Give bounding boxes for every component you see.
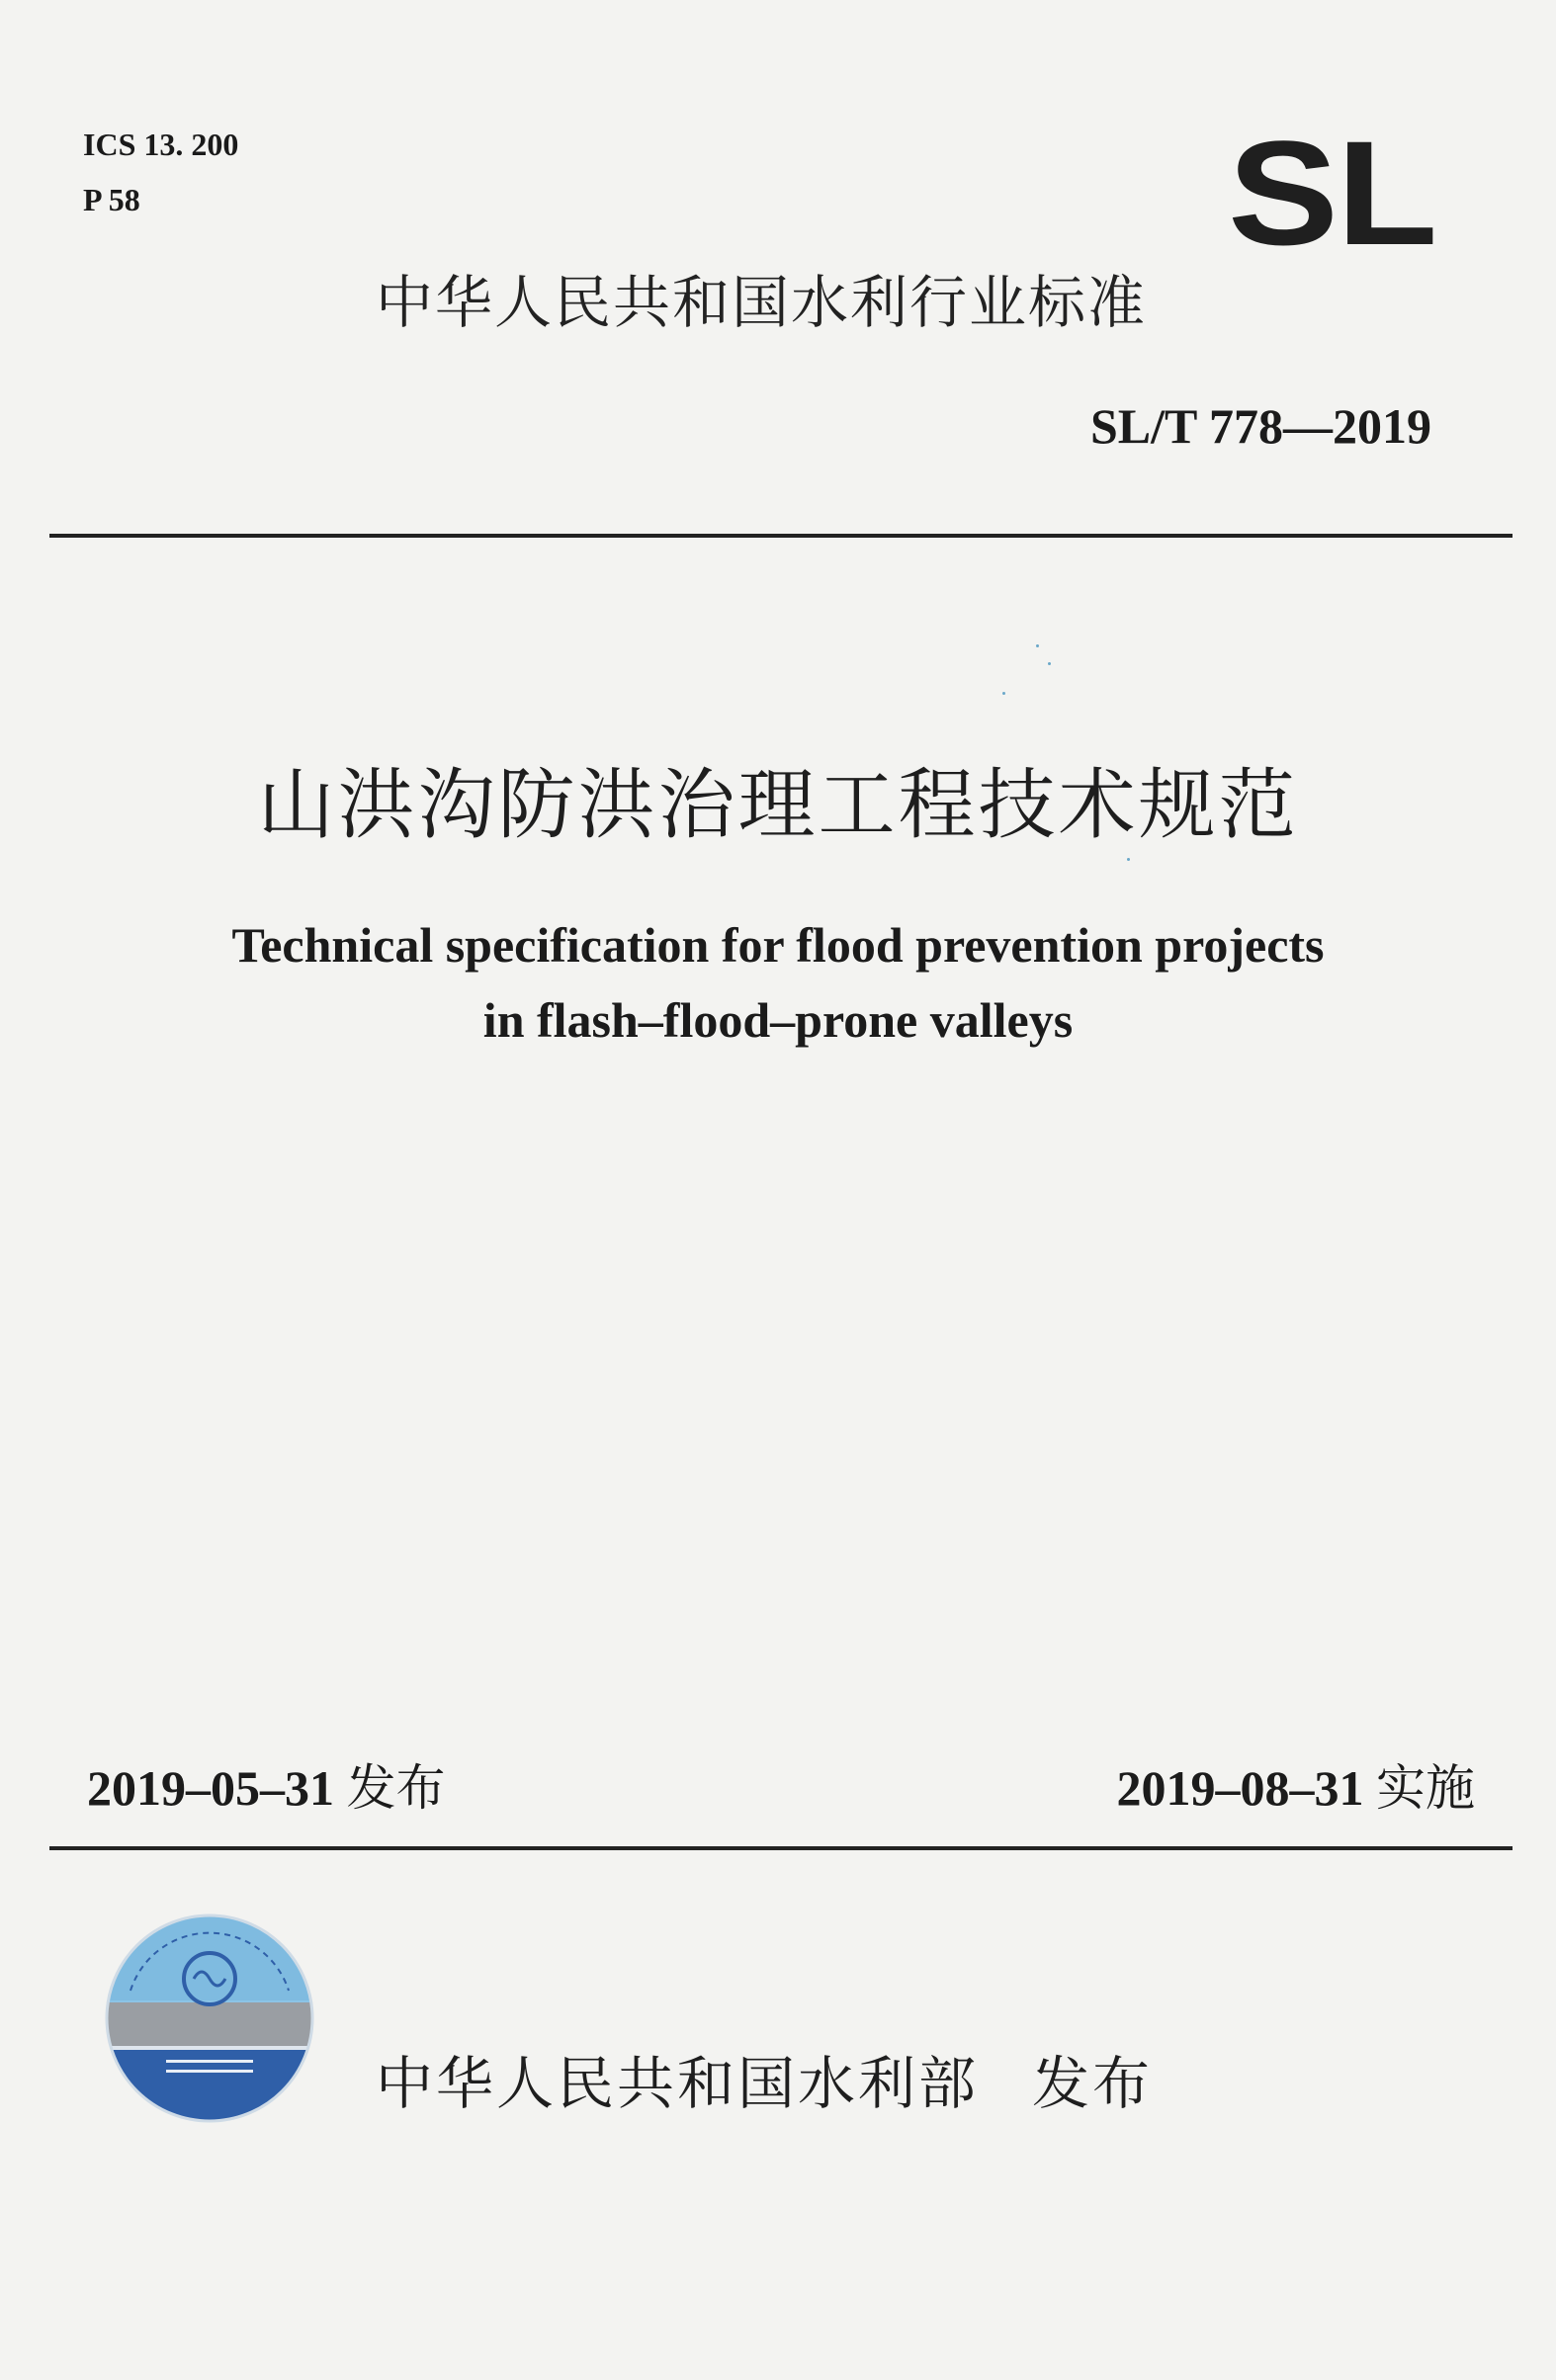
- print-speck: [1036, 644, 1039, 647]
- ccs-code: P 58: [83, 182, 140, 217]
- english-title-line-1: Technical specification for flood prevention projects: [231, 917, 1325, 973]
- classification-codes: [83, 117, 238, 227]
- ics-code: ICS 13. 200: [83, 127, 239, 162]
- english-title: [0, 907, 1556, 1058]
- publisher-action: 发布: [1032, 2050, 1154, 2117]
- publisher-name: 中华人民共和国水利部: [376, 2050, 980, 2117]
- print-speck: [1048, 662, 1051, 665]
- anti-counterfeit-seal-icon: [103, 1912, 316, 2125]
- industry-standard-heading: 中华人民共和国水利行业标准: [376, 269, 1148, 336]
- issue-date: [87, 1753, 446, 1823]
- implementation-date: [1117, 1753, 1476, 1823]
- publisher-line: [376, 2044, 1153, 2123]
- top-divider: [49, 534, 1513, 538]
- sl-logo: SL: [1228, 110, 1436, 276]
- english-title-line-2: in flash–flood–prone valleys: [482, 992, 1074, 1048]
- issue-date-value: 2019–05–31: [87, 1760, 334, 1816]
- chinese-title: 山洪沟防洪治理工程技术规范: [257, 761, 1299, 850]
- issue-date-label: 发布: [346, 1759, 446, 1817]
- standard-number: SL/T 778—2019: [1090, 398, 1431, 454]
- bottom-divider: [49, 1846, 1513, 1850]
- implementation-date-value: 2019–08–31: [1116, 1760, 1364, 1816]
- print-speck: [1002, 692, 1005, 695]
- implementation-date-label: 实施: [1376, 1759, 1475, 1817]
